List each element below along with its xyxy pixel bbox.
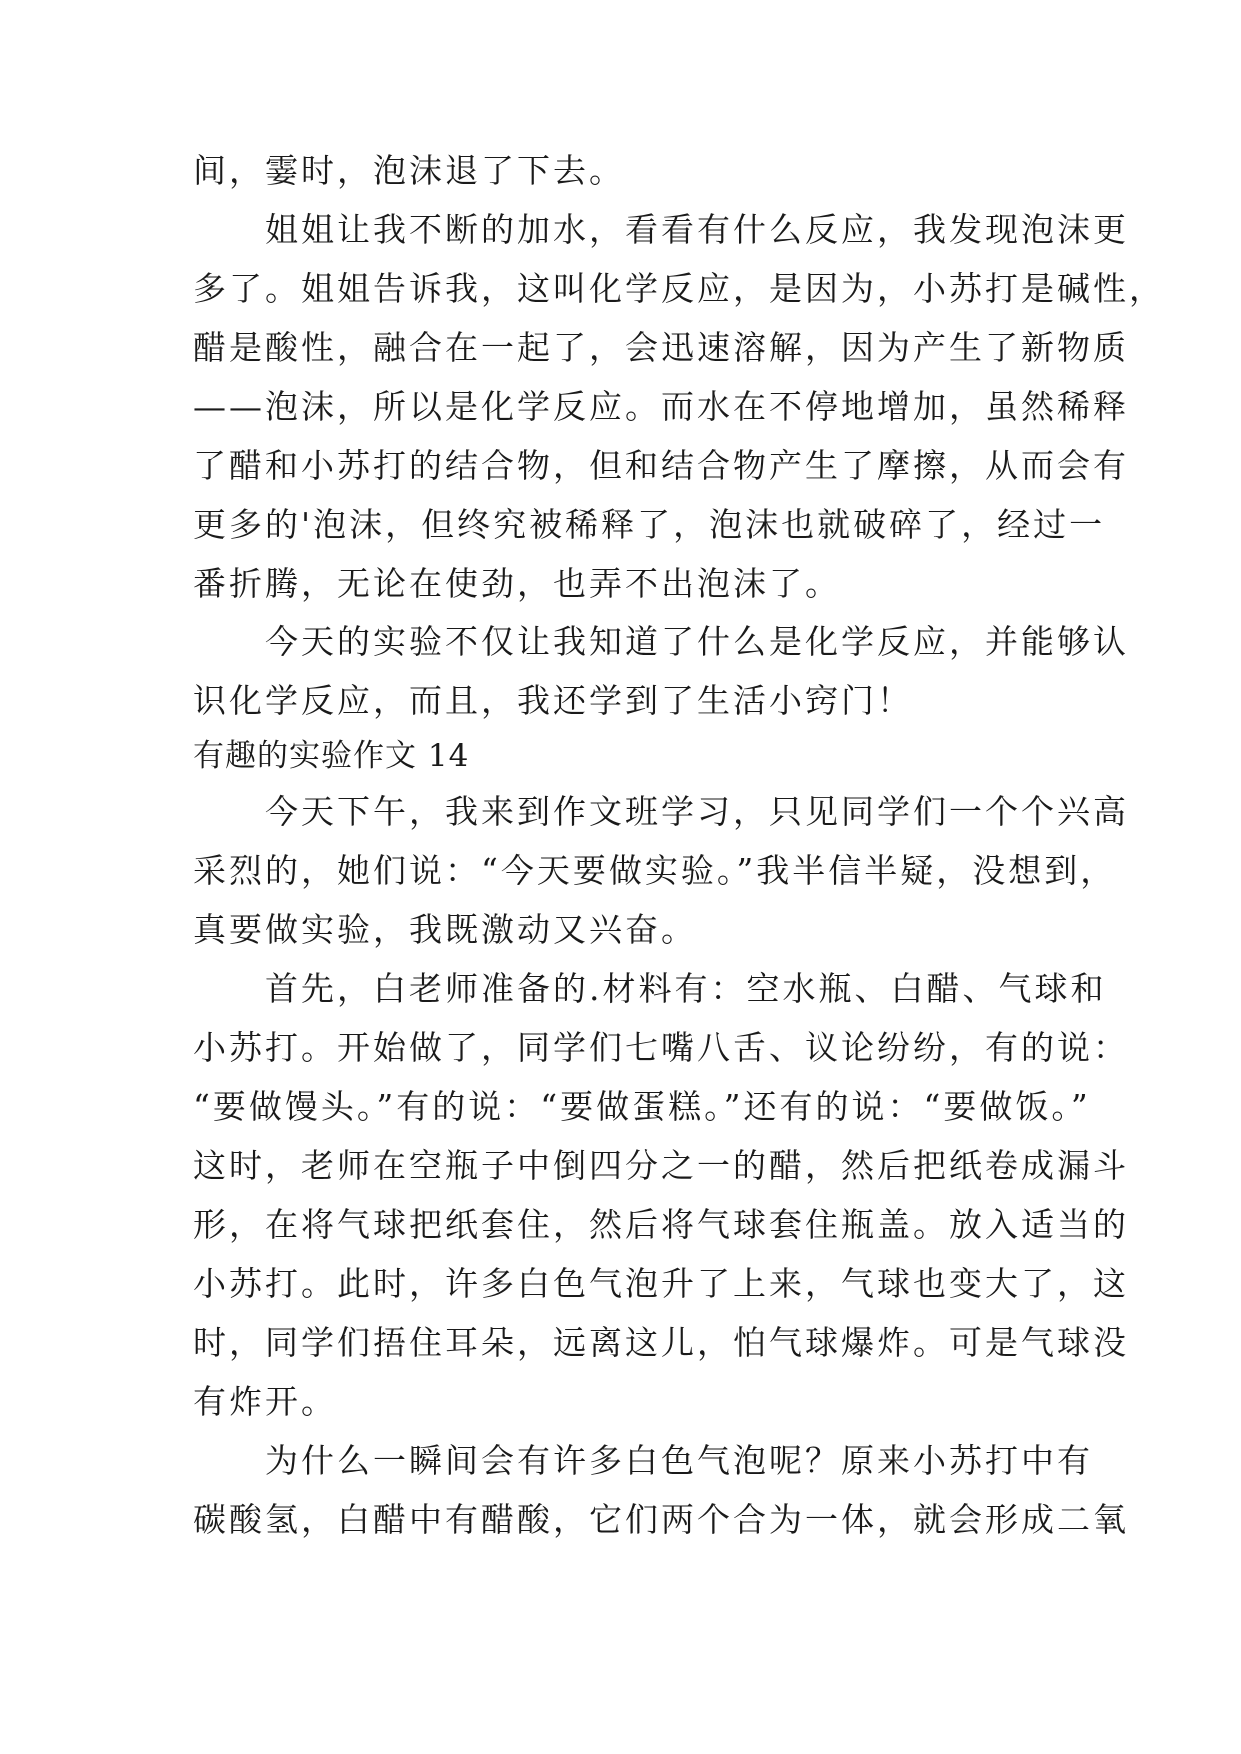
text-line: 这时，老师在空瓶子中倒四分之一的醋，然后把纸卷成漏斗 xyxy=(193,1146,1129,1185)
text-line: “要做馒头。”有的说：“要做蛋糕。”还有的说：“要做饭。” xyxy=(193,1087,1091,1126)
text-line: 小苏打。此时，许多白色气泡升了上来，气球也变大了，这 xyxy=(193,1264,1129,1303)
text-line: 时，同学们捂住耳朵，远离这儿，怕气球爆炸。可是气球没 xyxy=(193,1323,1129,1362)
text-line: 采烈的，她们说：“今天要做实验。”我半信半疑，没想到， xyxy=(193,851,1117,890)
text-line: 番折腾，无论在使劲，也弄不出泡沫了。 xyxy=(193,564,841,603)
section-heading: 有趣的实验作文 14 xyxy=(193,738,470,774)
text-line: ——泡沫，所以是化学反应。而水在不停地增加，虽然稀释 xyxy=(193,387,1129,426)
text-line: 今天下午，我来到作文班学习，只见同学们一个个兴高 xyxy=(193,792,1129,831)
text-line: 了醋和小苏打的结合物，但和结合物产生了摩擦，从而会有 xyxy=(193,446,1129,485)
text-line: 首先，白老师准备的.材料有：空水瓶、白醋、气球和 xyxy=(193,969,1107,1008)
text-line: 形，在将气球把纸套住，然后将气球套住瓶盖。放入适当的 xyxy=(193,1205,1129,1244)
text-line: 间，霎时，泡沫退了下去。 xyxy=(193,151,625,190)
text-line: 为什么一瞬间会有许多白色气泡呢？原来小苏打中有 xyxy=(193,1441,1093,1480)
text-line: 真要做实验，我既激动又兴奋。 xyxy=(193,910,697,949)
text-line: 今天的实验不仅让我知道了什么是化学反应，并能够认 xyxy=(193,622,1129,661)
text-line: 识化学反应，而且，我还学到了生活小窍门！ xyxy=(193,681,913,720)
text-line: 醋是酸性，融合在一起了，会迅速溶解，因为产生了新物质 xyxy=(193,328,1129,367)
text-line: 姐姐让我不断的加水，看看有什么反应，我发现泡沫更 xyxy=(193,210,1129,249)
text-line: 小苏打。开始做了，同学们七嘴八舌、议论纷纷，有的说： xyxy=(193,1028,1129,1067)
text-line: 更多的'泡沫，但终究被稀释了，泡沫也就破碎了，经过一 xyxy=(193,505,1106,544)
text-line: 多了。姐姐告诉我，这叫化学反应，是因为，小苏打是碱性， xyxy=(193,269,1165,308)
text-line: 有炸开。 xyxy=(193,1382,337,1421)
text-line: 碳酸氢，白醋中有醋酸，它们两个合为一体，就会形成二氧 xyxy=(193,1500,1129,1539)
